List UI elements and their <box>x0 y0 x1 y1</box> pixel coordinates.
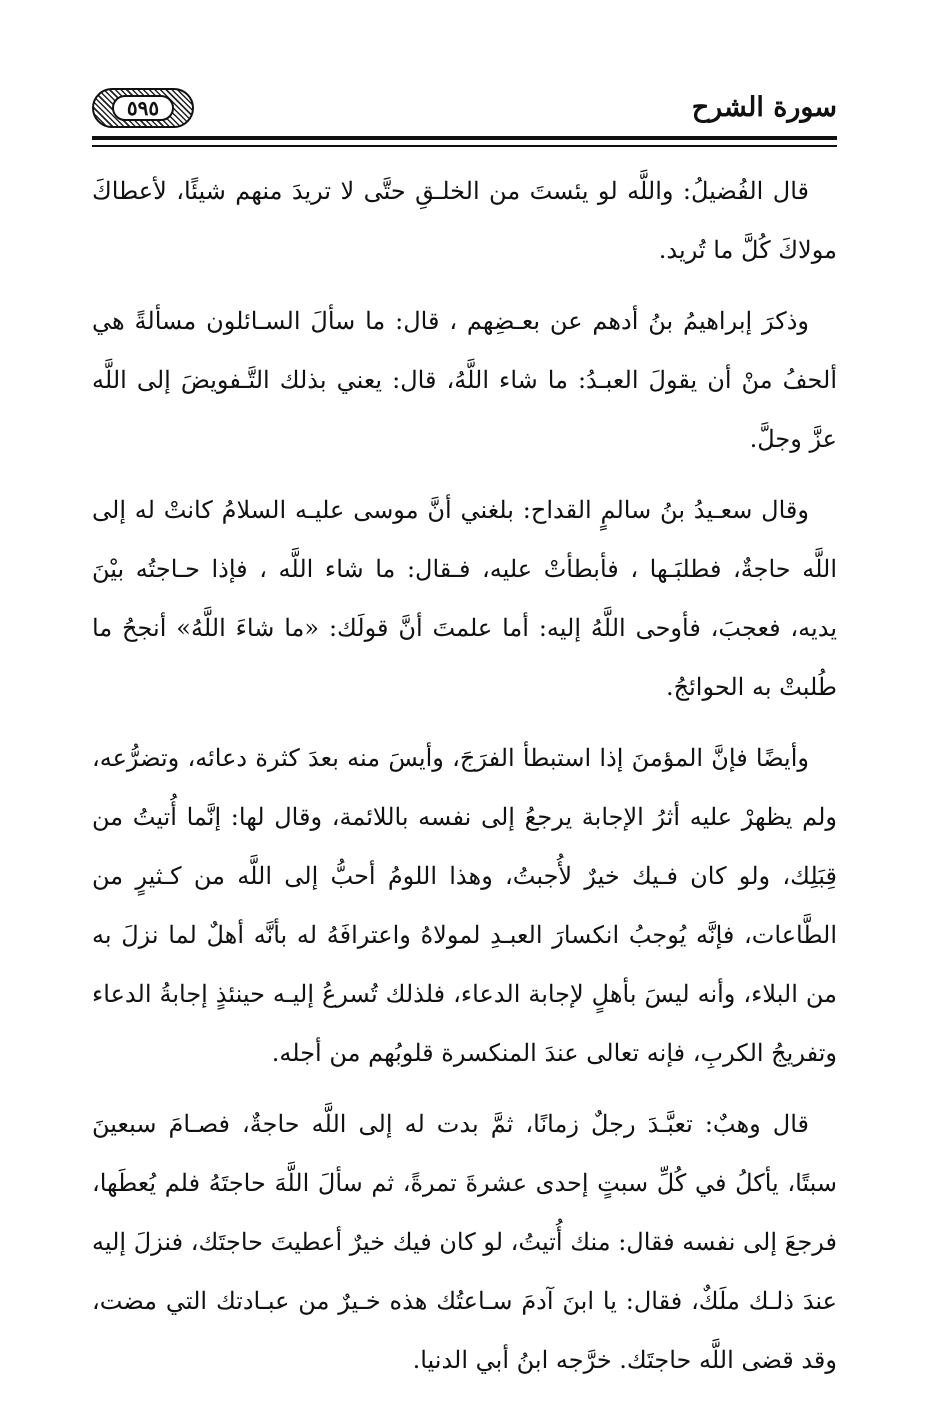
header-rule-thin <box>92 145 837 147</box>
header-rule-thick <box>92 136 837 140</box>
page-header <box>92 82 837 140</box>
paragraph-believer-despair: وأيضًا فإنَّ المؤمنَ إذا استبطأ الفرَجَ، وأيسَ منه بعدَ كثرة دعائه، وتضرُّعه، ولم يظهرْ عليه أثرُ الإجابة يرجعُ إلى نفسه باللائمة، وقال لها: إنَّما أُتيتُ من قِبَلِك، ولو كان فـيك خيرٌ لأُجبتُ، وهذا اللومُ أحبُّ إلى اللَّه من كـثيرٍ من الطَّاعات، فإنَّه يُوجبُ انكسارَ العبـدِ لمولاهُ واعترافَهُ له بأنَّه أهلٌ لما نزلَ به من البلاء، وأنه ليسَ بأهلٍ لإجابة الدعاء، فلذلك تُسرعُ إليـه حينئذٍ إجابةُ الدعاء وتفريجُ الكربِ، فإنه تعالى عندَ المنكسرة قلوبُهم من أجله. <box>92 744 837 1067</box>
page-body <box>92 162 837 1402</box>
paragraph-wahb: قال وهبٌ: تعبَّـدَ رجلٌ زمانًا، ثمَّ بدت له إلى اللَّه حاجةٌ، فصـامَ سبعينَ سبتًا، يأكلُ في كُلِّ سبتٍ إحدى عشرةَ تمرةً، ثم سألَ اللَّهَ حاجتَهُ فلم يُعطَها، فرجعَ إلى نفسه فقال: منك أُتيتُ، لو كان فيك خيرٌ أعطيتَ حاجتَك، فنزلَ إليه عندَ ذلـك ملَكٌ، فقال: يا ابنَ آدمَ سـاعتُك هذه خـيرٌ من عبـادتك التي مضت، وقد قضى اللَّه حاجتَك. خرَّجه ابنُ أبي الدنيا. <box>92 1110 837 1374</box>
page-number-badge <box>92 88 194 128</box>
surah-title: سورة الشرح <box>691 92 837 123</box>
page-number: ٥٩٥ <box>112 95 174 121</box>
paragraph-ibrahim-ibn-adham: وذكرَ إبراهيمُ بنُ أدهم عن بعـضِهم ، قال: ما سألَ السـائلون مسألةً هي ألحفُ منْ أن يقولَ العبـدُ: ما شاء اللَّهُ، قال: يعني بذلك التَّـفويضَ إلى اللَّه عزَّ وجلَّ. <box>92 307 837 453</box>
paragraph-fudayl: قال الفُضيلُ: واللَّه لو يئستَ من الخلـقِ حتَّى لا تريدَ منهم شيئًا، لأعطاكَ مولاكَ كُلَّ ما تُريد. <box>92 177 837 264</box>
paragraph-saeed-al-qaddah: وقال سعـيدُ بنُ سالمٍ القداح: بلغني أنَّ موسى عليـه السلامُ كانتْ له إلى اللَّه حاجةٌ، فطلبَـها ، فأبطأتْ عليه، فـقال: ما شاء اللَّه ، فإذا حـاجتُه بيْنَ يديه، فعجبَ، فأوحى اللَّهُ إليه: أما علمتَ أنَّ قولَك: «ما شاءَ اللَّهُ» أنجحُ ما طُلبتْ به الحوائجُ. <box>92 496 837 701</box>
